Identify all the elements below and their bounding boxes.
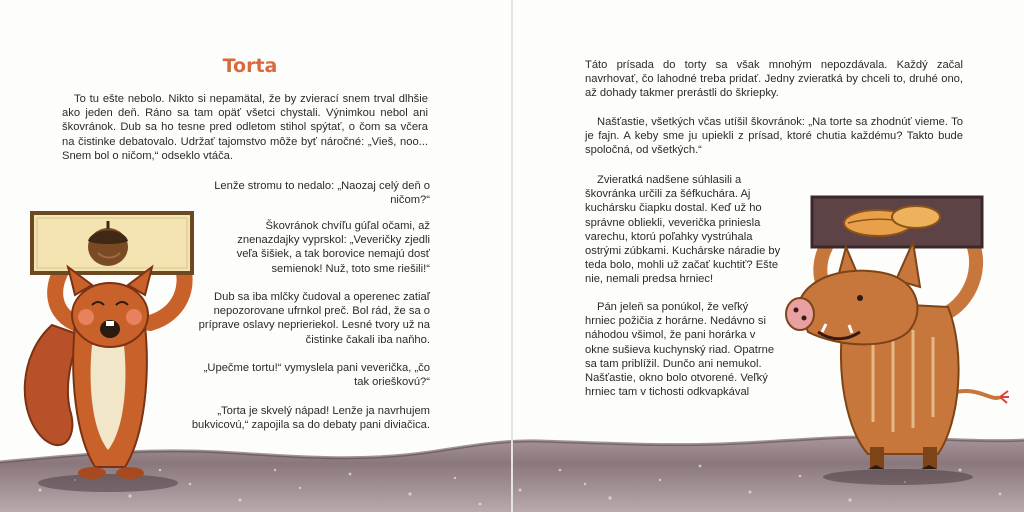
left-paragraph-4: Dub sa iba mlčky čudoval a operenec zatiaľ nepozorovane ufrnkol preč. Bol rád, že sa o príprave oslavy neprieriekol. Lesné tvory už na čistinke čakali iba naňho.	[198, 291, 430, 346]
right-paragraph-1: Táto prísada do torty sa však mnohým nepozdávala. Každý začal navrhovať, čo lahodné treba pridať. Jedny zvieratká by chceli to, druhé ono, až dohady takmer prerástli do škriepky.	[585, 59, 963, 100]
right-paragraph-2: Našťastie, všetkých včas utíšil škovránok: „Na torte sa zhodnúť vieme. To je fajn. A keby sme ju upiekli z prísad, ktoré chutia každému? Takto bude spoločná, od všetkých.“	[585, 116, 963, 157]
boar-with-beechnuts-illustration	[778, 192, 1018, 492]
left-paragraph-6: „Torta je skvelý nápad! Lenže ja navrhujem bukvicovú,“ zapojila sa do debaty pani diviačica.	[191, 405, 430, 432]
page-title: Torta	[222, 55, 278, 77]
left-paragraph-2: Lenže stromu to nedalo: „Naozaj celý deň o ničom?“	[214, 180, 430, 207]
right-paragraph-4: Pán jeleň sa ponúkol, že veľký hrniec požičia z horárne. Nedávno si náhodou všimol, že pani horárka v okne sušieva kuchynský riad. Opatrne sa tam priblížil. Dunčo ani nemukol. Našťastie, okno bolo otvorené. Veľký hrniec tam v tichosti odkvapkával	[585, 301, 775, 399]
squirrel-with-hazelnut-illustration	[20, 205, 200, 495]
left-paragraph-3: Škovránok chvíľu gúľal očami, až znenazdajky vyprskol: „Veveričky zjedli veľa šišiek, a tak borovice nemajú dosť semienok! Nuž, toto sme riešili!“	[236, 220, 430, 275]
left-paragraph-1: To tu ešte nebolo. Nikto si nepamätal, že by zvierací snem trval dlhšie ako jeden deň. Ráno sa tam opäť všetci chystali. Výnimkou nebol ani škovránok. Dub sa ho tesne pred odletom stihol spýtať, o čom sa včera na čistinke debatovalo. Udržať tajomstvo môže byť náročné: „Vieš, noo... Snem bol o ničom,“ odseklo vtáča.	[62, 93, 428, 162]
page-gutter	[511, 0, 513, 512]
left-paragraph-5: „Upečme tortu!“ vymyslela pani veverička, „čo tak orieškovú?“	[203, 362, 430, 389]
right-paragraph-3: Zvieratká nadšene súhlasili a škovránka určili za šéfkuchára. Aj kuchársku čiapku dostal. Keď už ho správne obliekli, veverička priniesla varechu, ktorú poľahky vystrúhala ostrými zúbkami. Kuchárske náradie by teda bolo, mohli už začať kuchtiť? Ešte nie, nemali predsa hrniec!	[585, 174, 781, 286]
